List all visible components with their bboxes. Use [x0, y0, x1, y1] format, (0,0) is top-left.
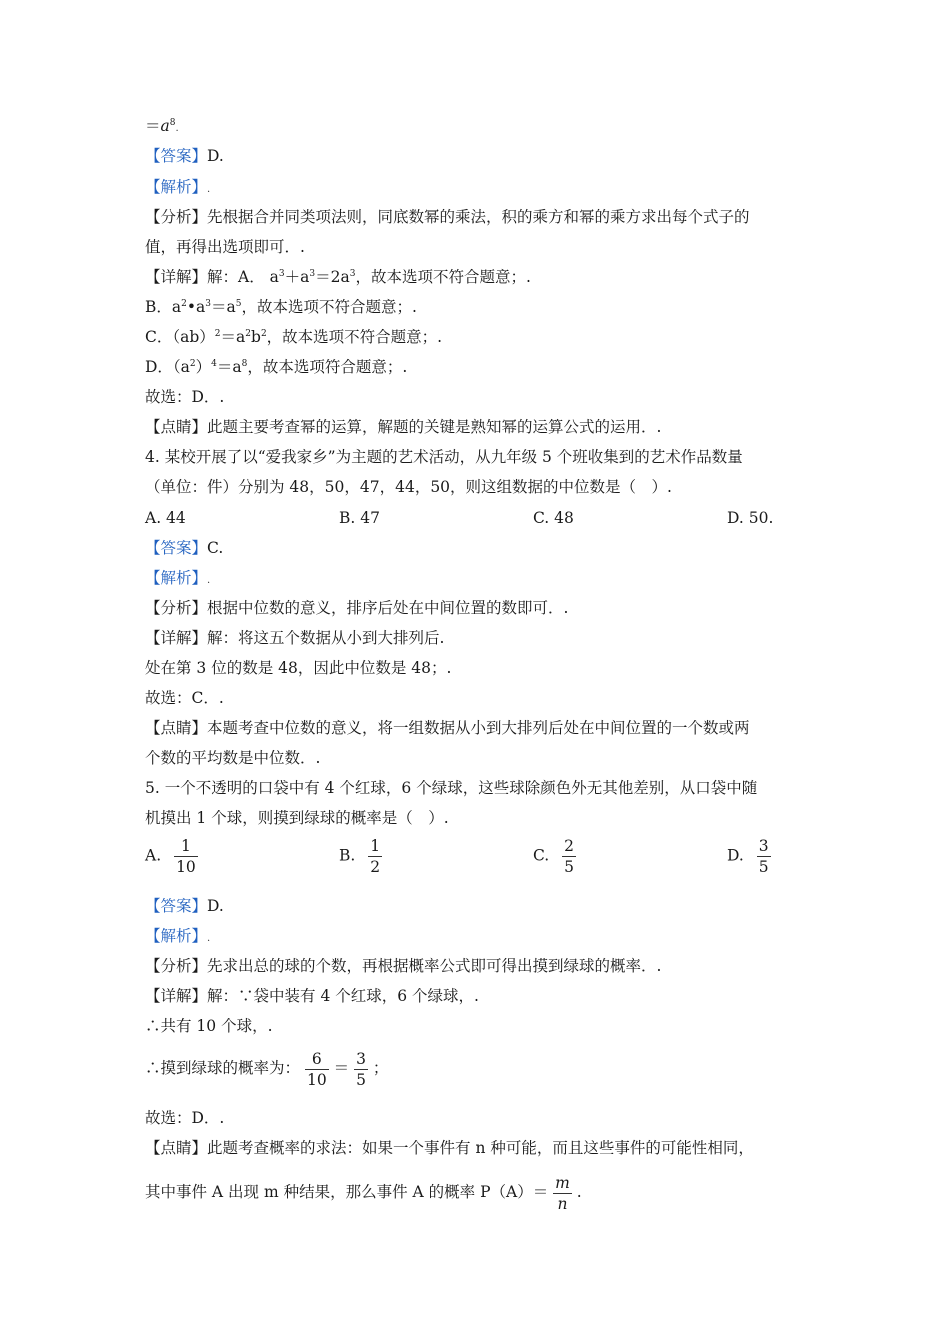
detail-d-line: D．$(a^2)^4=a^8$，故本选项符合题意；.: [145, 358, 408, 376]
summary-line-5b: 其中事件 A 出现 m 种结果，那么事件 A 的概率 P（A）＝ $\frac{m}{n}$ .: [145, 1173, 582, 1213]
probability-line: ∴摸到绿球的概率为： $\frac{6}{10}$ ＝ $\frac{3}{5}$ ；: [145, 1049, 389, 1089]
question-4-stem: 4. 某校开展了以“爱我家乡”为主题的艺术活动，从九年级 5 个班收集到的艺术作品数量: [145, 448, 743, 466]
summary-line-4b: 个数的平均数是中位数．.: [145, 749, 321, 767]
answer-line-5: 【答案】D.: [145, 897, 224, 915]
answer-tag: 【答案】: [145, 147, 208, 165]
q5-option-a: A. $\frac{1}{10}$: [145, 837, 196, 876]
q5-option-d: D. $\frac{3}{5}$: [727, 837, 769, 876]
detail-a-line: 【详解】解：A． $a^3+a^3=2a^3$，故本选项不符合题意；.: [145, 268, 531, 286]
choose-line-5: 故选：D．.: [145, 1109, 225, 1127]
fenxi-line-3: 【分析】先根据合并同类项法则，同底数幂的乘法，积的乘方和幂的乘方求出每个式子的: [145, 208, 750, 226]
question-5-stem-2: 机摸出 1 个球，则摸到绿球的概率是（ ）.: [145, 809, 449, 827]
summary-line-3: 【点睛】此题主要考查幂的运算，解题的关键是熟知幂的运算公式的运用．.: [145, 418, 662, 436]
detail-b-line: B．$a^2•a^3=a^5$，故本选项不符合题意；.: [145, 298, 417, 316]
analysis-line-5: 【解析】.: [145, 927, 211, 945]
answer-line-3: 【答案】D.: [145, 147, 224, 165]
total-line-5: ∴共有 10 个球，.: [145, 1017, 273, 1035]
summary-line-5: 【点睛】此题考查概率的求法：如果一个事件有 n 种可能，而且这些事件的可能性相同，: [145, 1139, 754, 1157]
q5-option-c: C. $\frac{2}{5}$: [533, 837, 575, 876]
q5-option-b: B. $\frac{1}{2}$: [339, 837, 381, 876]
q4-option-b: B. 47: [339, 509, 380, 527]
detail-line-4: 【详解】解：将这五个数据从小到大排列后.: [145, 629, 445, 647]
answer-line-4: 【答案】C.: [145, 539, 224, 557]
q4-option-a: A. 44: [145, 509, 186, 527]
question-5-stem: 5. 一个不透明的口袋中有 4 个红球，6 个绿球，这些球除颜色外无其他差别，从口袋中随: [145, 779, 758, 797]
fenxi-line-5: 【分析】先求出总的球的个数，再根据概率公式即可得出摸到绿球的概率．.: [145, 957, 662, 975]
q4-option-c: C. 48: [533, 509, 574, 527]
fenxi-line-4: 【分析】根据中位数的意义，排序后处在中间位置的数即可．.: [145, 599, 569, 617]
choose-line-3: 故选：D．.: [145, 388, 225, 406]
detail-c-line: C．$(ab)^2=a^2b^2$，故本选项不符合题意；.: [145, 328, 443, 346]
question-4-stem-2: （单位：件）分别为 48，50，47，44，50，则这组数据的中位数是（ ）.: [145, 478, 672, 496]
choose-line-4: 故选：C．.: [145, 689, 224, 707]
summary-line-4: 【点睛】本题考查中位数的意义，将一组数据从小到大排列后处在中间位置的一个数或两: [145, 719, 750, 737]
q4-option-d: D. 50.: [727, 509, 774, 527]
detail-line-5: 【详解】解：∵袋中装有 4 个红球，6 个绿球，.: [145, 987, 479, 1005]
prev-result-line: $=a^8$.: [145, 117, 179, 135]
fenxi-line-3b: 值，再得出选项即可．.: [145, 238, 305, 256]
analysis-line-3: 【解析】.: [145, 178, 211, 196]
analysis-line-4: 【解析】.: [145, 569, 211, 587]
detail-line-4b: 处在第 3 位的数是 48，因此中位数是 48；.: [145, 659, 452, 677]
analysis-tag: 【解析】: [145, 178, 208, 196]
